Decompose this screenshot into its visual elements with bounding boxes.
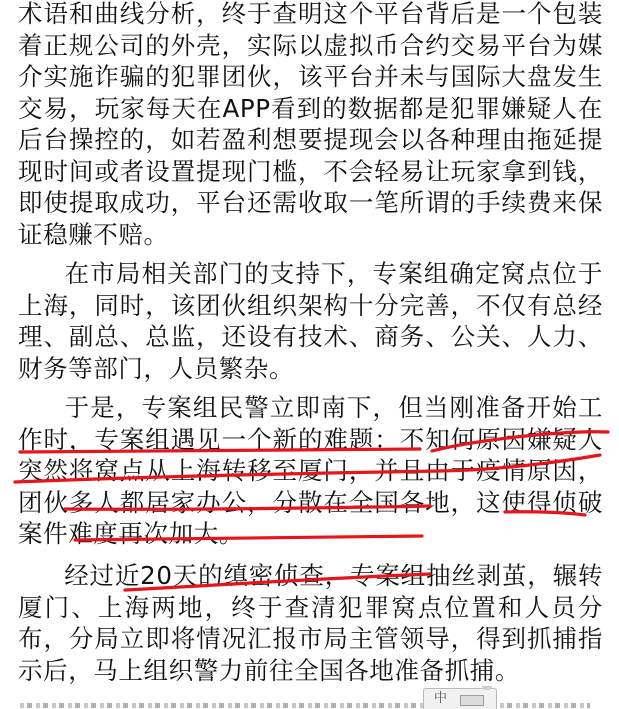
paragraph-1: 术语和曲线分析，终于查明这个平台背后是一个包装着正规公司的外壳，实际以虚拟币合约交易平台为媒介实施诈骗的犯罪团伙，该平台并未与国际大盘发生交易，玩家每天在APP看到的数据都是犯罪嫌疑人在后台操控的，如若盈利想要提现会以各种理由拖延提现时间或者设置提现门槛，不会轻易让玩家拿到钱，即使提取成功，平台还需收取一笔所谓的手续费来保证稳赚不赔。 <box>18 0 603 249</box>
paragraph-2-text: 在市局相关部门的支持下，专案组确定窝点位于上海，同时，该团伙组织架构十分完善，不仅有总经理、副总、总监，还设有技术、商务、公关、人力、财务等部门，人员繁杂。 <box>18 259 603 383</box>
ime-toolbar[interactable] <box>423 688 497 709</box>
paragraph-4 <box>18 560 603 686</box>
ime-mode-label[interactable]: 中 <box>434 691 448 706</box>
paragraph-3-text: 于是，专案组民警立即南下，但当刚准备开始工作时，专案组遇见一个新的难题：不知何原因嫌疑人突然将窝点从上海转移至厦门，并且由于疫情原因，团伙多人都居家办公，分散在全国各地，这使得侦破案件难度再次加大。 <box>18 393 603 548</box>
paragraph-4-text: 经过近20天的缜密侦查，专案组抽丝剥茧，辗转厦门、上海两地，终于查清犯罪窝点位置和人员分布，分局立即将情况汇报市局主管领导，得到抓捕指示后，马上组织警力前往全国各地准备抓捕。 <box>18 561 603 685</box>
ime-toolbar-handle[interactable] <box>460 695 484 706</box>
toolbar-corner-mark <box>482 686 492 690</box>
bottom-edge-texture <box>20 703 590 708</box>
paragraph-3 <box>18 392 603 550</box>
page-bottom-edge <box>0 700 619 708</box>
paragraph-2 <box>18 258 603 384</box>
